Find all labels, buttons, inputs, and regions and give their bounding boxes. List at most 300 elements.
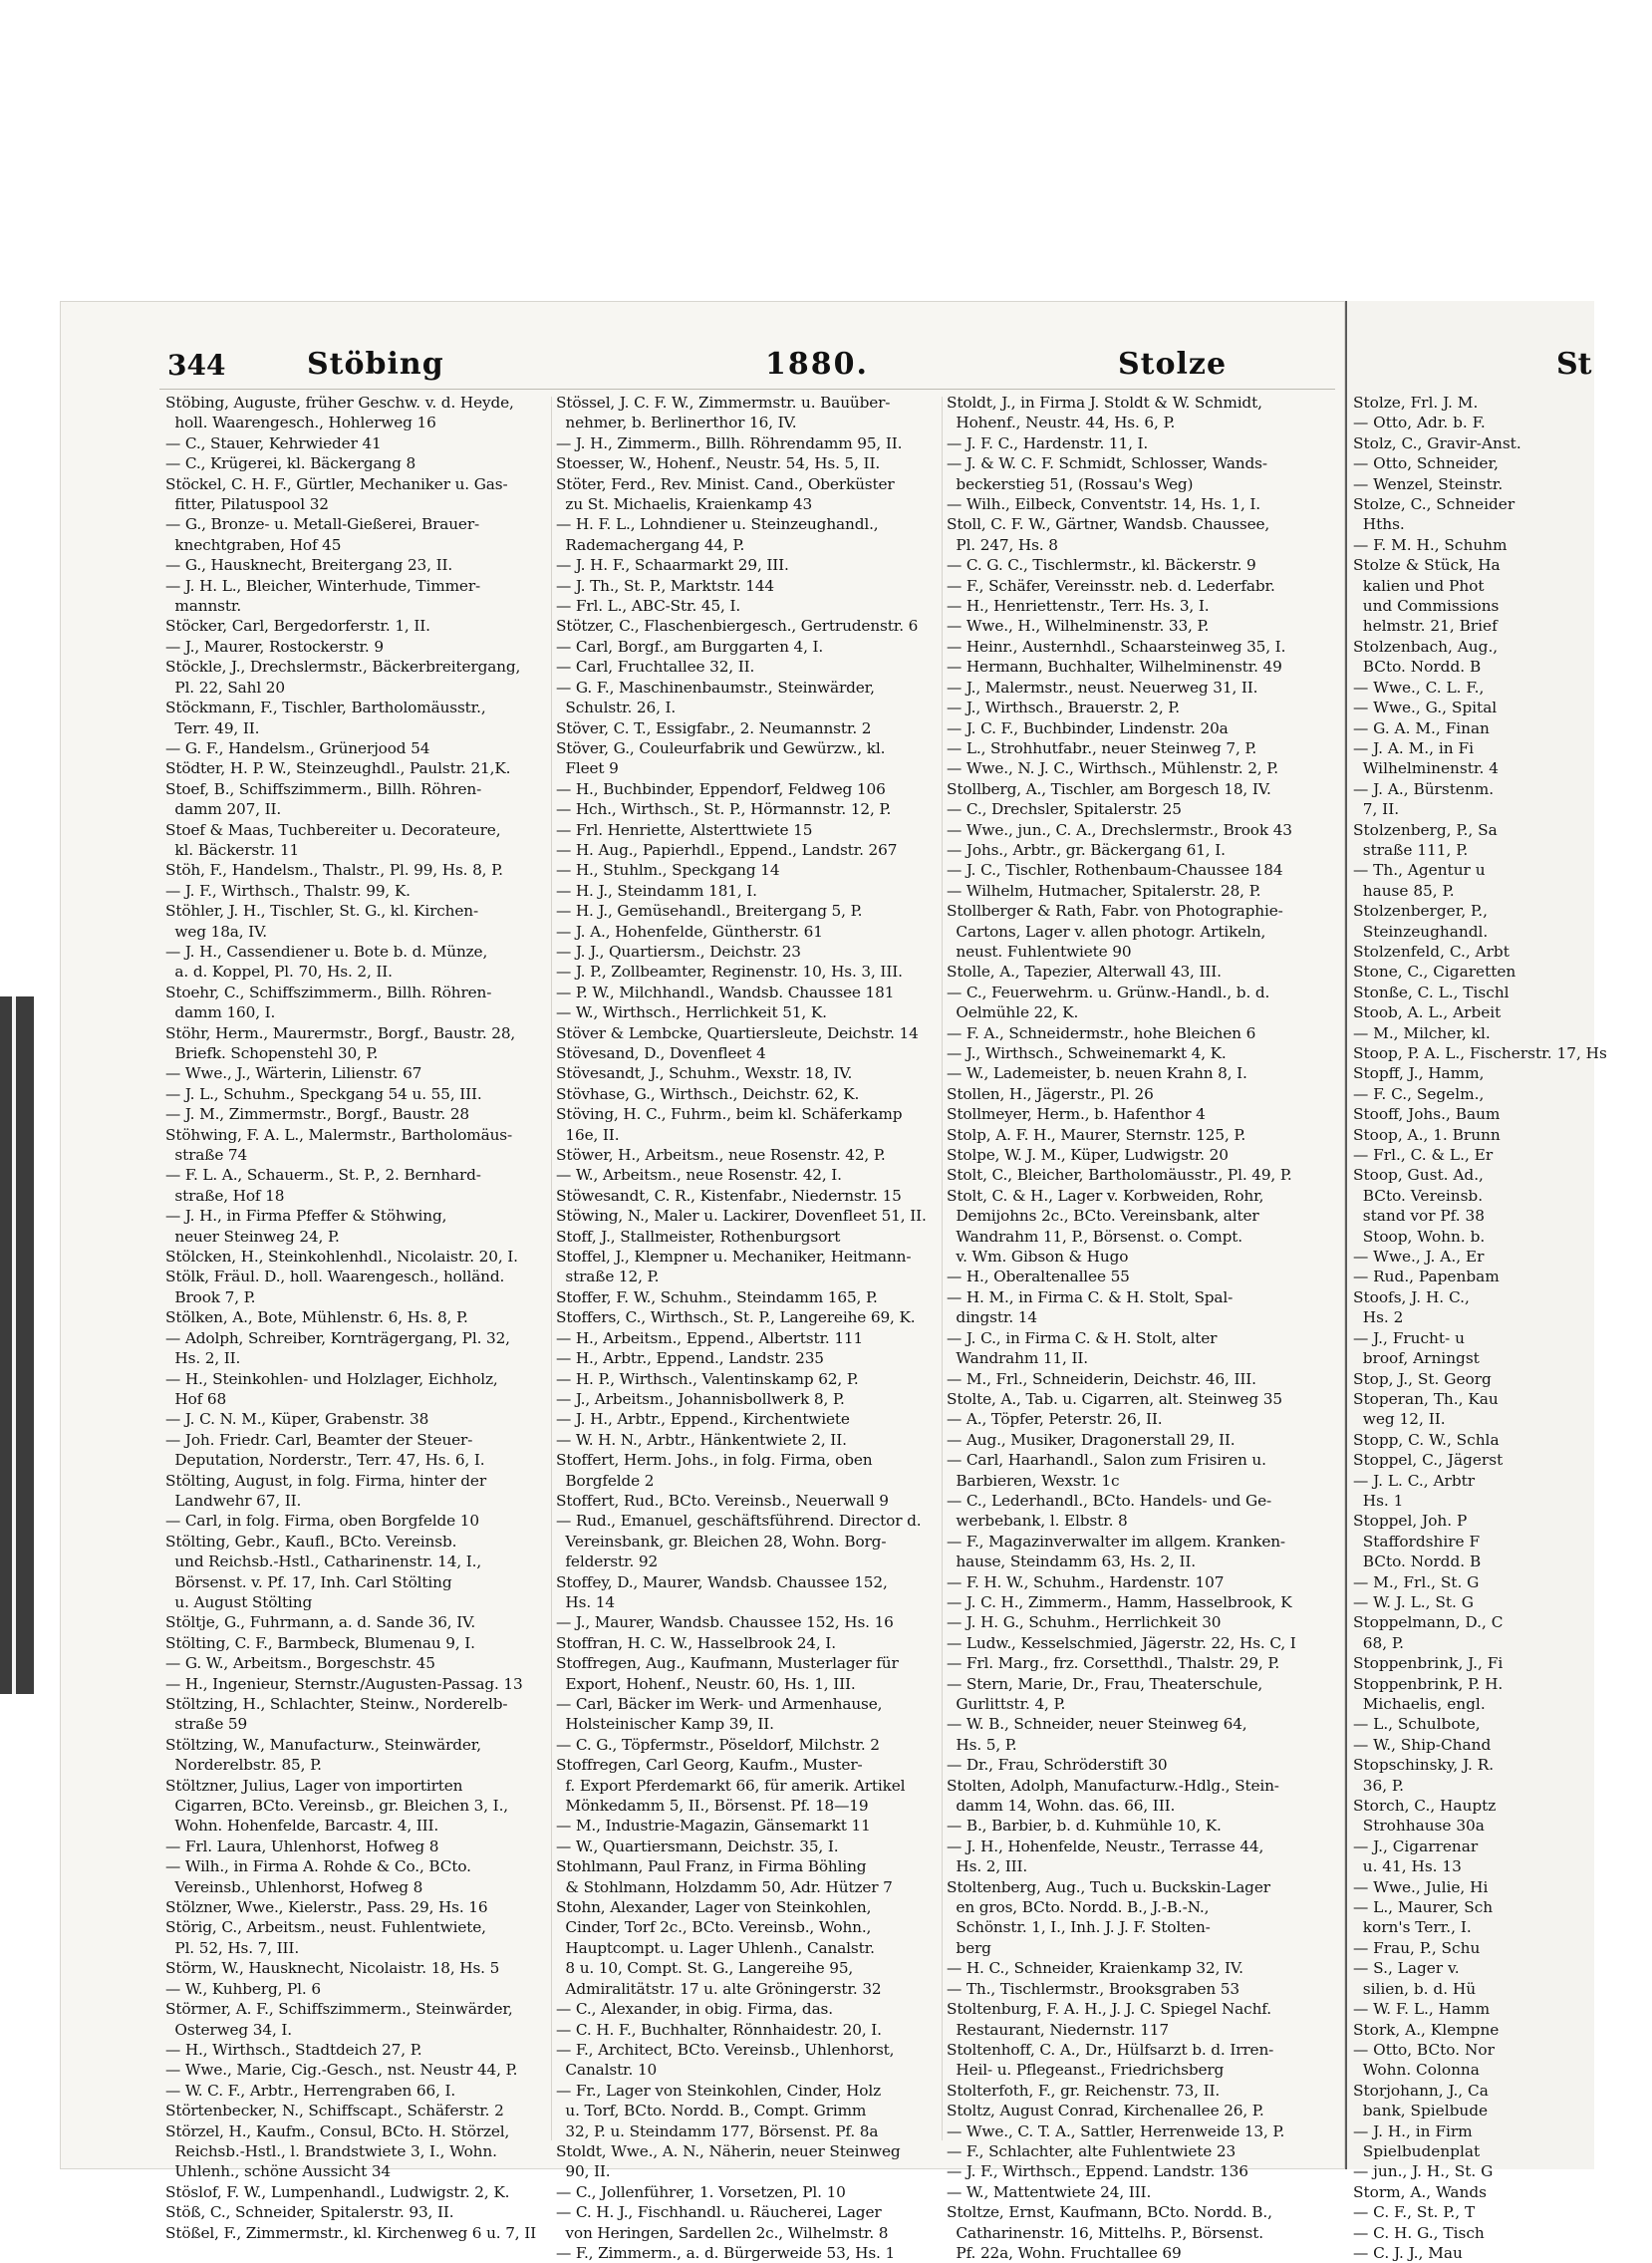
directory-entry-line: Stoffran, H. C. W., Hasselbrook 24, I. — [556, 1633, 836, 1652]
directory-entry-line: zu St. Michaelis, Kraienkamp 43 — [556, 495, 813, 514]
directory-entry-line: Cartons, Lager v. allen photogr. Artikeln, — [947, 922, 1266, 941]
directory-entry-line: Stöbing, Auguste, früher Geschw. v. d. Heyde, — [165, 394, 514, 412]
directory-entry-line: Stollberger & Rath, Fabr. von Photographie- — [947, 902, 1283, 921]
directory-entry-line: Pl. 52, Hs. 7, III. — [165, 1938, 300, 1957]
next-page-entry-line: Stolze & Stück, Ha — [1353, 556, 1501, 575]
next-page-entry-line: Strohhause 30a — [1353, 1817, 1485, 1836]
directory-entry-line: Stoffey, D., Maurer, Wandsb. Chaussee 152, — [556, 1572, 888, 1591]
directory-entry-line: — H., Oberaltenallee 55 — [947, 1268, 1130, 1286]
next-page-entry-line: Wohn. Colonna — [1353, 2061, 1480, 2080]
directory-entry-line: — H. J., Gemüsehandl., Breitergang 5, P. — [556, 902, 863, 921]
directory-entry-line: — Carl, Fruchtallee 32, II. — [556, 658, 755, 677]
directory-entry-line: hause, Steindamm 63, Hs. 2, II. — [947, 1553, 1196, 1571]
directory-entry-line: — J. A., Hohenfelde, Güntherstr. 61 — [556, 922, 823, 941]
next-page-entry-line: Stolze, Frl. J. M. — [1353, 394, 1479, 412]
directory-entry-line: — W. B., Schneider, neuer Steinweg 64, — [947, 1715, 1247, 1734]
directory-entry-line: — W., Quartiersmann, Deichstr. 35, I. — [556, 1837, 839, 1855]
directory-entry-line: Stöhr, Herm., Maurermstr., Borgf., Baustr. 28, — [165, 1023, 516, 1042]
directory-entry-line: Stöckel, C. H. F., Gürtler, Mechaniker u. Gas- — [165, 474, 508, 493]
next-page-entry-line: Steinzeughandl. — [1353, 922, 1489, 941]
directory-entry-line: — Carl, Haarhandl., Salon zum Frisiren u. — [947, 1451, 1266, 1470]
catchword-left: Stöbing — [307, 347, 444, 382]
directory-entry-line: nehmer, b. Berlinerthor 16, IV. — [556, 414, 797, 432]
next-page-entry-line: BCto. Nordd. B — [1353, 1553, 1482, 1571]
next-page-entry-line: Stoperan, Th., Kau — [1353, 1389, 1499, 1408]
next-page-entry-line: Stolzenberger, P., — [1353, 902, 1488, 921]
next-page-entry-line: bank, Spielbude — [1353, 2102, 1489, 2121]
directory-entry-line: Barbieren, Wexstr. 1c — [947, 1471, 1120, 1490]
column-divider — [942, 397, 943, 2140]
directory-column-1 — [165, 393, 547, 2242]
directory-entry-line: — Joh. Friedr. Carl, Beamter der Steuer- — [165, 1430, 473, 1449]
next-page-entry-line: — C. F., St. P., T — [1353, 2203, 1476, 2222]
directory-entry-line: Stövesandt, J., Schuhm., Wexstr. 18, IV. — [556, 1064, 853, 1083]
directory-entry-line: Vereinsbank, gr. Bleichen 28, Wohn. Borg- — [556, 1532, 887, 1551]
directory-entry-line: — Ludw., Kesselschmied, Jägerstr. 22, Hs. C, I — [947, 1633, 1296, 1652]
next-page-entry-line: — Frl., C. & L., Er — [1353, 1146, 1494, 1165]
directory-entry-line: Stohlmann, Paul Franz, in Firma Böhling — [556, 1857, 867, 1876]
directory-entry-line: Stoff, J., Stallmeister, Rothenburgsort — [556, 1227, 841, 1246]
directory-entry-line: — G., Bronze- u. Metall-Gießerei, Brauer- — [165, 515, 480, 534]
directory-entry-line: Stoffer, F. W., Schuhm., Steindamm 165, P. — [556, 1287, 878, 1306]
directory-entry-line: — Wwe., Marie, Cig.-Gesch., nst. Neustr 44, P. — [165, 2061, 518, 2080]
directory-entry-line: Gurlittstr. 4, P. — [947, 1695, 1066, 1713]
directory-entry-line: Stöwesandt, C. R., Kistenfabr., Niedernstr. 15 — [556, 1186, 902, 1205]
directory-entry-line: — J. P., Zollbeamter, Reginenstr. 10, Hs. 3, III. — [556, 963, 903, 982]
directory-entry-line: fitter, Pilatuspool 32 — [165, 495, 329, 514]
directory-entry-line: Stößel, F., Zimmermstr., kl. Kirchenweg 6 u. 7, II — [165, 2223, 537, 2242]
directory-entry-line: — H. F. L., Lohndiener u. Steinzeughandl., — [556, 515, 879, 534]
directory-entry-line: Holsteinischer Kamp 39, II. — [556, 1715, 774, 1734]
next-page-entry-line: Stop, J., St. Georg — [1353, 1369, 1492, 1388]
directory-entry-line: Wandrahm 11, II. — [947, 1349, 1088, 1368]
directory-entry-line: — H. P., Wirthsch., Valentinskamp 62, P. — [556, 1369, 859, 1388]
directory-entry-line: — C., Jollenführer, 1. Vorsetzen, Pl. 10 — [556, 2182, 846, 2201]
directory-entry-line: Stöwer, H., Arbeitsm., neue Rosenstr. 42, P. — [556, 1146, 886, 1165]
directory-entry-line: Störtenbecker, N., Schiffscapt., Schäferstr. 2 — [165, 2102, 504, 2121]
directory-entry-line: — H., Steinkohlen- und Holzlager, Eichholz, — [165, 1369, 498, 1388]
directory-entry-line: — Rud., Emanuel, geschäftsführend. Director d. — [556, 1512, 922, 1531]
directory-entry-line: Stövhase, G., Wirthsch., Deichstr. 62, K. — [556, 1084, 860, 1103]
directory-entry-line: Stoltenhoff, C. A., Dr., Hülfsarzt b. d. Irren- — [947, 2040, 1274, 2059]
directory-entry-line: Wandrahm 11, P., Börsenst. o. Compt. — [947, 1227, 1242, 1246]
next-page-fragment — [1347, 301, 1607, 2262]
directory-entry-line: — F. A., Schneidermstr., hohe Bleichen 6 — [947, 1023, 1256, 1042]
directory-entry-line: — W. C. F., Arbtr., Herrengraben 66, I. — [165, 2081, 456, 2100]
directory-entry-line: holl. Waarengesch., Hohlerweg 16 — [165, 414, 436, 432]
next-page-entry-line: — L., Schulbote, — [1353, 1715, 1481, 1734]
directory-entry-line: Stolpe, W. J. M., Küper, Ludwigstr. 20 — [947, 1146, 1229, 1165]
directory-entry-line: Stölting, C. F., Barmbeck, Blumenau 9, I. — [165, 1633, 475, 1652]
directory-entry-line: Terr. 49, II. — [165, 718, 260, 737]
directory-entry-line: Stoehr, C., Schiffszimmerm., Billh. Röhren- — [165, 983, 492, 1001]
directory-entry-line: Stohn, Alexander, Lager von Steinkohlen, — [556, 1898, 872, 1917]
directory-entry-line: Stolterfoth, F., gr. Reichenstr. 73, II. — [947, 2081, 1221, 2100]
next-page-entry-line: Michaelis, engl. — [1353, 1695, 1486, 1713]
directory-entry-line: Stötzer, C., Flaschenbiergesch., Gertrudenstr. 6 — [556, 617, 919, 636]
directory-entry-line: — B., Barbier, b. d. Kuhmühle 10, K. — [947, 1817, 1222, 1836]
directory-entry-line: — C., Feuerwehrm. u. Grünw.-Handl., b. d. — [947, 983, 1270, 1001]
directory-entry-line: Stöver & Lembcke, Quartiersleute, Deichstr. 14 — [556, 1023, 919, 1042]
directory-entry-line: Stöver, G., Couleurfabrik und Gewürzw., kl. — [556, 738, 886, 757]
next-page-entry-line: — Wenzel, Steinstr. — [1353, 474, 1504, 493]
next-page-entry-line: — Frau, P., Schu — [1353, 1938, 1481, 1957]
next-page-catchword: St — [1556, 347, 1592, 382]
directory-entry-line: — J. C., in Firma C. & H. Stolt, alter — [947, 1328, 1218, 1347]
directory-entry-line: — H. Aug., Papierhdl., Eppend., Landstr. 267 — [556, 840, 898, 859]
directory-entry-line: — M., Industrie-Magazin, Gänsemarkt 11 — [556, 1817, 871, 1836]
directory-entry-line: und Reichsb.-Hstl., Catharinenstr. 14, I., — [165, 1553, 482, 1571]
directory-entry-line: — H., Buchbinder, Eppendorf, Feldweg 106 — [556, 779, 886, 798]
directory-entry-line: beckerstieg 51, (Rossau's Weg) — [947, 474, 1194, 493]
directory-entry-line: felderstr. 92 — [556, 1553, 659, 1571]
directory-entry-line: 8 u. 10, Compt. St. G., Langereihe 95, — [556, 1959, 854, 1978]
directory-entry-line: — F. H. W., Schuhm., Hardenstr. 107 — [947, 1572, 1225, 1591]
directory-entry-line: Stöhler, J. H., Tischler, St. G., kl. Kirchen- — [165, 902, 478, 921]
directory-entry-line: — H., Arbeitsm., Eppend., Albertstr. 111 — [556, 1328, 864, 1347]
directory-entry-line: Brook 7, P. — [165, 1287, 256, 1306]
directory-entry-line: — J. H., Zimmerm., Billh. Röhrendamm 95, II. — [556, 433, 903, 452]
directory-entry-line: — Frl. Marg., frz. Corsetthdl., Thalstr. 29, P. — [947, 1654, 1280, 1673]
directory-entry-line: — J., Wirthsch., Schweinemarkt 4, K. — [947, 1044, 1227, 1062]
directory-entry-line: Stoef, B., Schiffszimmerm., Billh. Röhren- — [165, 779, 482, 798]
directory-entry-line: Stölting, Gebr., Kaufl., BCto. Vereinsb. — [165, 1532, 457, 1551]
directory-entry-line: — F., Schlachter, alte Fuhlentwiete 23 — [947, 2141, 1237, 2160]
next-page-entry-line: Stone, C., Cigaretten — [1353, 963, 1516, 982]
directory-entry-line: — C., Drechsler, Spitalerstr. 25 — [947, 800, 1182, 819]
directory-entry-line: Export, Hohenf., Neustr. 60, Hs. 1, III. — [556, 1674, 856, 1693]
directory-entry-line: — W., Wirthsch., Herrlichkeit 51, K. — [556, 1003, 827, 1022]
directory-entry-line: — H., Wirthsch., Stadtdeich 27, P. — [165, 2040, 422, 2059]
directory-entry-line: Stoffregen, Carl Georg, Kaufm., Muster- — [556, 1756, 863, 1775]
next-page-entry-line: Stopff, J., Hamm, — [1353, 1064, 1485, 1083]
directory-entry-line: werbebank, l. Elbstr. 8 — [947, 1512, 1128, 1531]
directory-entry-line: — J. M., Zimmermstr., Borgf., Baustr. 28 — [165, 1105, 469, 1124]
next-page-entry-line: — F. M. H., Schuhm — [1353, 535, 1508, 554]
directory-entry-line: Hohenf., Neustr. 44, Hs. 6, P. — [947, 414, 1176, 432]
directory-entry-line: Stoesser, W., Hohenf., Neustr. 54, Hs. 5, II. — [556, 454, 881, 473]
directory-entry-line: — F., Schäfer, Vereinsstr. neb. d. Lederfabr. — [947, 576, 1275, 595]
directory-entry-line: Stoltz, August Conrad, Kirchenallee 26, P. — [947, 2102, 1264, 2121]
directory-entry-line: Schulstr. 26, I. — [556, 699, 677, 717]
directory-entry-line: Heil- u. Pflegeanst., Friedrichsberg — [947, 2061, 1225, 2080]
directory-entry-line: — Hermann, Buchhalter, Wilhelminenstr. 49 — [947, 658, 1282, 677]
directory-entry-line: Oelmühle 22, K. — [947, 1003, 1079, 1022]
directory-entry-line: — C., Krügerei, kl. Bäckergang 8 — [165, 454, 416, 473]
directory-entry-line: — C., Stauer, Kehrwieder 41 — [165, 433, 382, 452]
directory-entry-line: Stolle, A., Tapezier, Alterwall 43, III. — [947, 963, 1222, 982]
directory-entry-line: Stolt, C., Bleicher, Bartholomäusstr., Pl. 49, P. — [947, 1166, 1292, 1185]
directory-entry-line: — G. F., Maschinenbaumstr., Steinwärder, — [556, 678, 875, 697]
next-page-entry-line: Hths. — [1353, 515, 1405, 534]
directory-entry-line: Stölting, August, in folg. Firma, hinter der — [165, 1471, 486, 1490]
directory-entry-line: Stoef & Maas, Tuchbereiter u. Decorateure, — [165, 820, 501, 839]
directory-entry-line: Pl. 247, Hs. 8 — [947, 535, 1058, 554]
directory-entry-line: — Stern, Marie, Dr., Frau, Theaterschule, — [947, 1674, 1263, 1693]
directory-entry-line: — C., Alexander, in obig. Firma, das. — [556, 2000, 833, 2019]
directory-entry-line: — Th., Tischlermstr., Brooksgraben 53 — [947, 1979, 1239, 1998]
directory-entry-line: — P. W., Milchhandl., Wandsb. Chaussee 181 — [556, 983, 895, 1001]
directory-entry-line: Hauptcompt. u. Lager Uhlenh., Canalstr. — [556, 1938, 875, 1957]
directory-entry-line: — Johs., Arbtr., gr. Bäckergang 61, I. — [947, 840, 1226, 859]
directory-entry-line: Landwehr 67, II. — [165, 1491, 302, 1510]
directory-entry-line: Hs. 5, P. — [947, 1735, 1017, 1754]
directory-entry-line: Stölk, Fräul. D., holl. Waarengesch., holländ. — [165, 1268, 505, 1286]
directory-entry-line: — Wilh., Eilbeck, Conventstr. 14, Hs. 1, I. — [947, 495, 1261, 514]
directory-entry-line: Stoffert, Herm. Johs., in folg. Firma, oben — [556, 1451, 873, 1470]
next-page-entry-line: Stonße, C. L., Tischl — [1353, 983, 1510, 1001]
directory-entry-line: a. d. Koppel, Pl. 70, Hs. 2, II. — [165, 963, 393, 982]
directory-entry-line: Stollmeyer, Herm., b. Hafenthor 4 — [947, 1105, 1206, 1124]
directory-entry-line: — Aug., Musiker, Dragonerstall 29, II. — [947, 1430, 1236, 1449]
next-page-entry-line: Stoppel, Joh. P — [1353, 1512, 1468, 1531]
directory-entry-line: Schönstr. 1, I., Inh. J. J. F. Stolten- — [947, 1918, 1211, 1937]
directory-entry-line: — Dr., Frau, Schröderstift 30 — [947, 1756, 1168, 1775]
next-page-entry-line: Stoob, A. L., Arbeit — [1353, 1003, 1502, 1022]
directory-entry-line: — C. G. C., Tischlermstr., kl. Bäckerstr. 9 — [947, 556, 1256, 575]
directory-column-2 — [556, 393, 938, 2262]
next-page-entry-line: — G. A. M., Finan — [1353, 718, 1490, 737]
directory-entry-line: Stoltenburg, F. A. H., J. J. C. Spiegel Nachf. — [947, 2000, 1271, 2019]
directory-entry-line: neust. Fuhlentwiete 90 — [947, 942, 1132, 961]
directory-entry-line: Stöltje, G., Fuhrmann, a. d. Sande 36, IV. — [165, 1613, 476, 1632]
directory-entry-line: — Heinr., Austernhdl., Schaarsteinweg 35, I. — [947, 637, 1286, 656]
directory-entry-line: f. Export Pferdemarkt 66, für amerik. Artikel — [556, 1776, 906, 1795]
next-page-entry-line: weg 12, II. — [1353, 1410, 1446, 1429]
directory-entry-line: kl. Bäckerstr. 11 — [165, 840, 300, 859]
next-page-entry-line: silien, b. d. Hü — [1353, 1979, 1477, 1998]
next-page-entry-line: straße 111, P. — [1353, 840, 1469, 859]
directory-entry-line: — Hch., Wirthsch., St. P., Hörmannstr. 12, P. — [556, 800, 892, 819]
directory-entry-line: — H., Stuhlm., Speckgang 14 — [556, 861, 780, 880]
directory-entry-line: Vereinsb., Uhlenhorst, Hofweg 8 — [165, 1877, 423, 1896]
next-page-entry-line: Stoppelmann, D., C — [1353, 1613, 1504, 1632]
directory-entry-line: Stölken, A., Bote, Mühlenstr. 6, Hs. 8, P. — [165, 1308, 468, 1327]
directory-entry-line: — J. H., in Firma Pfeffer & Stöhwing, — [165, 1207, 447, 1226]
directory-entry-line: & Stohlmann, Holzdamm 50, Adr. Hützer 7 — [556, 1877, 893, 1896]
directory-entry-line: straße 74 — [165, 1146, 248, 1165]
directory-entry-line: Stöltzing, H., Schlachter, Steinw., Norderelb- — [165, 1695, 508, 1713]
next-page-entry-line: — F. C., Segelm., — [1353, 1084, 1485, 1103]
directory-entry-line: 16e, II. — [556, 1125, 620, 1144]
directory-entry-line: berg — [947, 1938, 991, 1957]
binding-strip — [0, 996, 34, 1694]
directory-entry-line: — G., Hausknecht, Breitergang 23, II. — [165, 556, 453, 575]
directory-entry-line: — Wwe., H., Wilhelminenstr. 33, P. — [947, 617, 1210, 636]
directory-entry-line: damm 207, II. — [165, 800, 282, 819]
directory-entry-line: — H., Ingenieur, Sternstr./Augusten-Passag. 13 — [165, 1674, 523, 1693]
directory-entry-line: — J. L., Schuhm., Speckgang 54 u. 55, III. — [165, 1084, 482, 1103]
directory-entry-line: Stöckle, J., Drechslermstr., Bäckerbreitergang, — [165, 658, 521, 677]
directory-entry-line: — Carl, Bäcker im Werk- und Armenhause, — [556, 1695, 883, 1713]
next-page-entry-line: 7, II. — [1353, 800, 1400, 819]
next-page-entry-line: Hs. 1 — [1353, 1491, 1404, 1510]
directory-entry-line: — J., Arbeitsm., Johannisbollwerk 8, P. — [556, 1389, 845, 1408]
next-page-entry-line: korn's Terr., I. — [1353, 1918, 1472, 1937]
directory-entry-line: Stöltzing, W., Manufacturw., Steinwärder, — [165, 1735, 481, 1754]
directory-entry-line: — J. H. G., Schuhm., Herrlichkeit 30 — [947, 1613, 1222, 1632]
directory-entry-line: Störmer, A. F., Schiffszimmerm., Steinwärder, — [165, 2000, 513, 2019]
directory-entry-line: Stoffregen, Aug., Kaufmann, Musterlager für — [556, 1654, 899, 1673]
directory-entry-line: Störig, C., Arbeitsm., neust. Fuhlentwiete, — [165, 1918, 486, 1937]
directory-entry-line: Stölzner, Wwe., Kielerstr., Pass. 29, Hs. 16 — [165, 1898, 488, 1917]
next-page-entry-line: Stoofs, J. H. C., — [1353, 1287, 1470, 1306]
next-page-entry-line: — W. J. L., St. G — [1353, 1592, 1474, 1611]
directory-entry-line: — J., Maurer, Wandsb. Chaussee 152, Hs. 16 — [556, 1613, 894, 1632]
next-page-entry-line: BCto. Vereinsb. — [1353, 1186, 1484, 1205]
directory-entry-line: — C., Lederhandl., BCto. Handels- und Ge- — [947, 1491, 1271, 1510]
directory-entry-line: Stoffel, J., Klempner u. Mechaniker, Heitmann- — [556, 1248, 912, 1267]
directory-entry-line: — W., Lademeister, b. neuen Krahn 8, I. — [947, 1064, 1247, 1083]
next-page-entry-line: — J. L. C., Arbtr — [1353, 1471, 1476, 1490]
directory-column-3 — [947, 393, 1337, 2262]
directory-entry-line: — J. H., Hohenfelde, Neustr., Terrasse 44, — [947, 1837, 1264, 1855]
next-page-column — [1353, 393, 1652, 2262]
next-page-entry-line: Storjohann, J., Ca — [1353, 2081, 1489, 2100]
directory-entry-line: u. Torf, BCto. Nordd. B., Compt. Grimm — [556, 2102, 867, 2121]
directory-entry-line: — F., Zimmerm., a. d. Bürgerweide 53, Hs. 1 — [556, 2243, 896, 2262]
directory-entry-line: Stöhwing, F. A. L., Malermstr., Bartholomäus- — [165, 1125, 513, 1144]
directory-entry-line: — F., Architect, BCto. Vereinsb., Uhlenhorst, — [556, 2040, 895, 2059]
directory-entry-line: Admiralitätstr. 17 u. alte Gröningerstr. 32 — [556, 1979, 882, 1998]
directory-entry-line: — Carl, Borgf., am Burggarten 4, I. — [556, 637, 824, 656]
directory-entry-line: Stoffers, C., Wirthsch., St. P., Langereihe 69, K. — [556, 1308, 916, 1327]
directory-entry-line: Cinder, Torf 2c., BCto. Vereinsb., Wohn., — [556, 1918, 872, 1937]
directory-entry-line: Störzel, H., Kaufm., Consul, BCto. H. Störzel, — [165, 2122, 510, 2140]
directory-entry-line: — H. J., Steindamm 181, I. — [556, 881, 757, 900]
directory-entry-line: — W. H. N., Arbtr., Hänkentwiete 2, II. — [556, 1430, 847, 1449]
directory-entry-line: Wohn. Hohenfelde, Barcastr. 4, III. — [165, 1817, 439, 1836]
directory-entry-line: — Adolph, Schreiber, Kornträgergang, Pl. 32, — [165, 1328, 510, 1347]
directory-entry-line: — L., Strohhutfabr., neuer Steinweg 7, P. — [947, 738, 1257, 757]
next-page-entry-line: — Wwe., Julie, Hi — [1353, 1877, 1489, 1896]
directory-entry-line: Stoldt, Wwe., A. N., Näherin, neuer Steinweg — [556, 2141, 901, 2160]
next-page-entry-line: — J. H., in Firm — [1353, 2122, 1473, 2140]
directory-entry-line: — H. C., Schneider, Kraienkamp 32, IV. — [947, 1959, 1243, 1978]
header-rule — [159, 389, 1335, 390]
directory-entry-line: Stolp, A. F. H., Maurer, Sternstr. 125, P. — [947, 1125, 1246, 1144]
directory-entry-line: Cigarren, BCto. Vereinsb., gr. Bleichen 3, I., — [165, 1797, 509, 1816]
directory-entry-line: — Wwe., C. T. A., Sattler, Herrenweide 13, P. — [947, 2122, 1285, 2140]
year-heading: 1880. — [765, 347, 869, 382]
directory-entry-line: mannstr. — [165, 597, 242, 616]
next-page-entry-line: und Commissions — [1353, 597, 1500, 616]
directory-entry-line: Stöh, F., Handelsm., Thalstr., Pl. 99, Hs. 8, P. — [165, 861, 503, 880]
directory-entry-line: — M., Frl., Schneiderin, Deichstr. 46, III. — [947, 1369, 1256, 1388]
next-page-entry-line: Wilhelminenstr. 4 — [1353, 759, 1499, 778]
directory-entry-line: Catharinenstr. 16, Mittelhs. P., Börsenst. — [947, 2223, 1263, 2242]
next-page-entry-line: Stoppenbrink, P. H. — [1353, 1674, 1504, 1693]
directory-entry-line: Stöving, H. C., Fuhrm., beim kl. Schäferkamp — [556, 1105, 903, 1124]
directory-entry-line: — C. H. J., Fischhandl. u. Räucherei, Lager — [556, 2203, 882, 2222]
directory-entry-line: Stoldt, J., in Firma J. Stoldt & W. Schmidt, — [947, 394, 1262, 412]
directory-entry-line: Stövesand, D., Dovenfleet 4 — [556, 1044, 766, 1062]
next-page-entry-line: — C. J. J., Mau — [1353, 2243, 1463, 2262]
next-page-entry-line: — Wwe., G., Spital — [1353, 699, 1498, 717]
next-page-entry-line: Spielbudenplat — [1353, 2141, 1481, 2160]
directory-entry-line: Hs. 14 — [556, 1592, 615, 1611]
directory-entry-line: — C. G., Töpfermstr., Pöseldorf, Milchstr. 2 — [556, 1735, 880, 1754]
next-page-entry-line: Stolz, C., Gravir-Anst. — [1353, 433, 1521, 452]
directory-entry-line: Stollberg, A., Tischler, am Borgesch 18, IV. — [947, 779, 1271, 798]
directory-entry-line: — Frl. Laura, Uhlenhorst, Hofweg 8 — [165, 1837, 439, 1855]
directory-entry-line: Borgfelde 2 — [556, 1471, 655, 1490]
next-page-entry-line: Stooff, Johs., Baum — [1353, 1105, 1501, 1124]
directory-entry-line: Stölcken, H., Steinkohlenhdl., Nicolaistr. 20, I. — [165, 1248, 518, 1267]
next-page-entry-line: Staffordshire F — [1353, 1532, 1481, 1551]
next-page-entry-line: Stoppel, C., Jägerst — [1353, 1451, 1504, 1470]
next-page-entry-line: Stolzenbach, Aug., — [1353, 637, 1499, 656]
directory-entry-line: — J. F., Wirthsch., Thalstr. 99, K. — [165, 881, 411, 900]
directory-entry-line: — H., Arbtr., Eppend., Landstr. 235 — [556, 1349, 824, 1368]
directory-page — [60, 301, 1345, 2262]
next-page-entry-line: — W. F. L., Hamm — [1353, 2000, 1491, 2019]
directory-entry-line: dingstr. 14 — [947, 1308, 1037, 1327]
page-number: 344 — [167, 349, 226, 382]
next-page-entry-line: — J., Frucht- u — [1353, 1328, 1465, 1347]
next-page-entry-line: — Th., Agentur u — [1353, 861, 1486, 880]
next-page-entry-line: — M., Milcher, kl. — [1353, 1023, 1491, 1042]
directory-entry-line: straße 59 — [165, 1715, 248, 1734]
directory-entry-line: — Wilhelm, Hutmacher, Spitalerstr. 28, P. — [947, 881, 1261, 900]
directory-entry-line: — Frl. L., ABC-Str. 45, I. — [556, 597, 741, 616]
directory-entry-line: 90, II. — [556, 2162, 611, 2181]
next-page-entry-line: — Otto, Schneider, — [1353, 454, 1499, 473]
directory-entry-line: — Wilh., in Firma A. Rohde & Co., BCto. — [165, 1857, 471, 1876]
directory-entry-line: von Heringen, Sardellen 2c., Wilhelmstr. 8 — [556, 2223, 889, 2242]
directory-entry-line: Demijohns 2c., BCto. Vereinsbank, alter — [947, 1207, 1259, 1226]
next-page-entry-line: Stolzenfeld, C., Arbt — [1353, 942, 1510, 961]
directory-entry-line: Stödter, H. P. W., Steinzeughdl., Paulstr. 21,K. — [165, 759, 511, 778]
next-page-entry-line: — M., Frl., St. G — [1353, 1572, 1480, 1591]
directory-entry-line: — J. H. L., Bleicher, Winterhude, Timmer- — [165, 576, 481, 595]
next-page-entry-line: — Otto, BCto. Nor — [1353, 2040, 1495, 2059]
directory-entry-line: Börsenst. v. Pf. 17, Inh. Carl Stölting — [165, 1572, 452, 1591]
directory-entry-line: Mönkedamm 5, II., Börsenst. Pf. 18—19 — [556, 1797, 869, 1816]
directory-entry-line: — W., Mattentwiete 24, III. — [947, 2182, 1152, 2201]
next-page-entry-line: — Rud., Papenbam — [1353, 1268, 1500, 1286]
directory-entry-line: — J. H. F., Schaarmarkt 29, III. — [556, 556, 789, 575]
directory-entry-line: — G. F., Handelsm., Grünerjood 54 — [165, 738, 430, 757]
next-page-entry-line: Storm, A., Wands — [1353, 2182, 1488, 2201]
directory-entry-line: Stöltzner, Julius, Lager von importirten — [165, 1776, 463, 1795]
next-page-entry-line: — Wwe., C. L. F., — [1353, 678, 1485, 697]
next-page-entry-line: helmstr. 21, Brief — [1353, 617, 1498, 636]
next-page-entry-line: — J. A., Bürstenm. — [1353, 779, 1495, 798]
directory-entry-line: — J., Malermstr., neust. Neuerweg 31, II. — [947, 678, 1258, 697]
directory-entry-line: Hof 68 — [165, 1389, 227, 1408]
directory-entry-line: — W., Kuhberg, Pl. 6 — [165, 1979, 321, 1998]
directory-entry-line: — J. C. N. M., Küper, Grabenstr. 38 — [165, 1410, 429, 1429]
directory-entry-line: straße, Hof 18 — [165, 1186, 285, 1205]
next-page-entry-line: u. 41, Hs. 13 — [1353, 1857, 1462, 1876]
directory-entry-line: Stöter, Ferd., Rev. Minist. Cand., Oberküster — [556, 474, 895, 493]
next-page-entry-line: broof, Arningst — [1353, 1349, 1480, 1368]
directory-entry-line: — J. F. C., Hardenstr. 11, I. — [947, 433, 1149, 452]
next-page-entry-line: — L., Maurer, Sch — [1353, 1898, 1494, 1917]
directory-entry-line: u. August Stölting — [165, 1592, 313, 1611]
next-page-entry-line: — Otto, Adr. b. F. — [1353, 414, 1486, 432]
directory-entry-line: neuer Steinweg 24, P. — [165, 1227, 340, 1246]
next-page-entry-line: Stoppenbrink, J., Fi — [1353, 1654, 1504, 1673]
directory-entry-line: Rademachergang 44, P. — [556, 535, 745, 554]
directory-entry-line: Störm, W., Hausknecht, Nicolaistr. 18, Hs. 5 — [165, 1959, 500, 1978]
next-page-entry-line: Hs. 2 — [1353, 1308, 1404, 1327]
directory-entry-line: damm 160, I. — [165, 1003, 276, 1022]
directory-entry-line: Restaurant, Niedernstr. 117 — [947, 2020, 1169, 2039]
directory-entry-line: — J. F., Wirthsch., Eppend. Landstr. 136 — [947, 2162, 1248, 2181]
next-page-entry-line: Stoop, Wohn. b. — [1353, 1227, 1486, 1246]
